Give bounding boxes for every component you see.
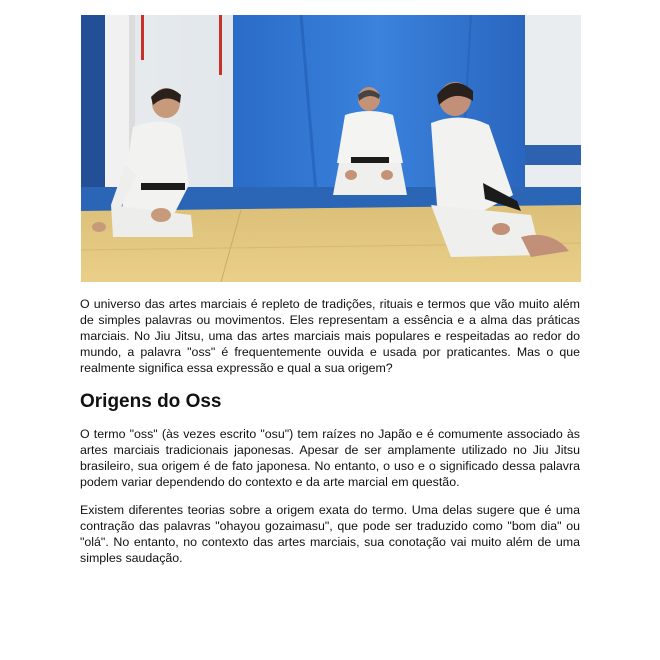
section-paragraph-2: Existem diferentes teorias sobre a origem exata do termo. Uma delas sugere que é uma contração das palavras "ohayou gozaimasu", que pode ser traduzido como "bom dia" ou "olá". No entanto, no contexto das artes marciais, sua conotação vai muito além de uma simples saudação. xyxy=(80,503,580,565)
intro-paragraph: O universo das artes marciais é repleto de tradições, rituais e termos que vão muito além de simples palavras ou movimentos. Eles representam a essência e a alma das práticas marciais. No Jiu Jitsu, uma das artes marciais mais populares e respeitadas ao redor do mundo, a palavra "oss" é frequentemente ouvida e usada por praticantes. Mas o que realmente significa essa expressão e qual a sua origem? xyxy=(80,297,580,375)
article-body xyxy=(80,296,580,566)
section-heading: Origens do Oss xyxy=(80,391,222,412)
section-paragraph-1: O termo "oss" (às vezes escrito "osu") tem raízes no Japão e é comumente associado às artes marciais tradicionais japonesas. Apesar de ser amplamente utilizado no Jiu Jitsu brasileiro, sua origem é de fato japonesa. No entanto, o uso e o significado dessa palavra podem variar dependendo do contexto e da arte marcial em questão. xyxy=(80,427,580,489)
dojo-illustration xyxy=(81,15,581,282)
article-photo xyxy=(81,15,581,282)
